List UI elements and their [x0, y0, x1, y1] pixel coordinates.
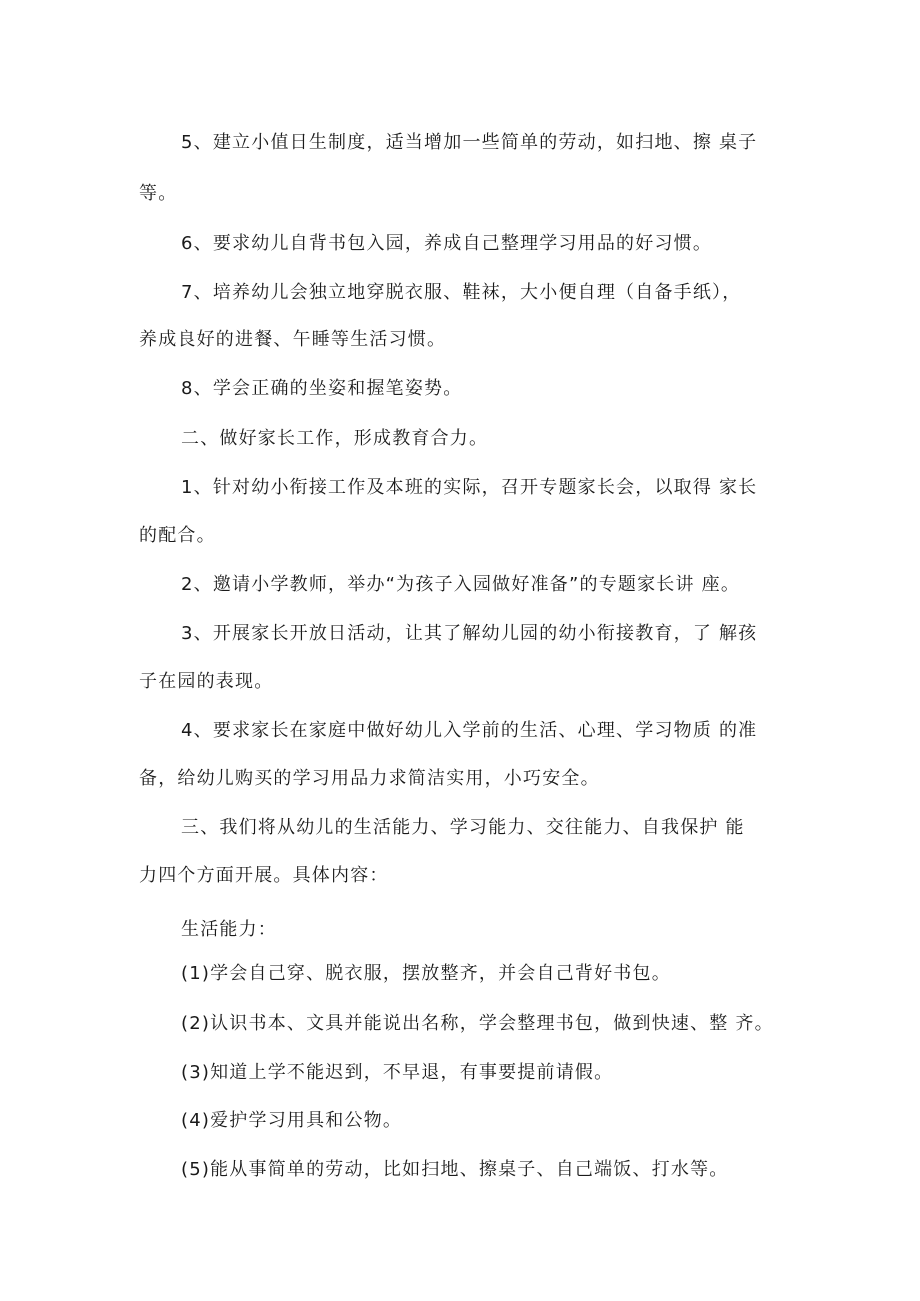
section-heading-three: 三、我们将从幼儿的生活能力、学习能力、交往能力、自我保护 能 — [181, 817, 745, 838]
section-heading-two: 二、做好家长工作，形成教育合力。 — [181, 428, 489, 449]
text-line-parent3: 3、开展家长开放日活动，让其了解幼儿园的幼小衔接教育，了 解孩 — [181, 623, 758, 644]
text-line-item6: 6、要求幼儿自背书包入园，养成自己整理学习用品的好习惯。 — [181, 233, 713, 254]
text-line-item5: 5、建立小值日生制度，适当增加一些简单的劳动，如扫地、擦 桌子 — [181, 132, 758, 153]
text-line-life4: (4)爱护学习用具和公物。 — [181, 1110, 403, 1131]
text-line-parent3-cont: 子在园的表现。 — [139, 671, 274, 692]
text-line-parent4-cont: 备，给幼儿购买的学习用品力求简洁实用，小巧安全。 — [139, 768, 600, 789]
text-line-parent4: 4、要求家长在家庭中做好幼儿入学前的生活、心理、学习物质 的准 — [181, 720, 758, 741]
text-line-life2: (2)认识书本、文具并能说出名称，学会整理书包，做到快速、整 齐。 — [181, 1013, 774, 1034]
subheading-life-ability: 生活能力： — [181, 919, 277, 940]
text-line-life1: (1)学会自己穿、脱衣服，摆放整齐，并会自己背好书包。 — [181, 963, 671, 984]
text-line-life5: (5)能从事简单的劳动，比如扫地、擦桌子、自己端饭、打水等。 — [181, 1159, 729, 1180]
text-line-item7-cont: 养成良好的进餐、午睡等生活习惯。 — [139, 329, 447, 350]
text-line-parent1-cont: 的配合。 — [139, 525, 216, 546]
text-line-item7: 7、培养幼儿会独立地穿脱衣服、鞋袜，大小便自理（自备手纸）， — [181, 282, 742, 303]
text-line-parent2: 2、邀请小学教师，举办“为孩子入园做好准备”的专题家长讲 座。 — [181, 574, 741, 595]
section-heading-three-cont: 力四个方面开展。具体内容： — [139, 865, 389, 886]
text-line-item8: 8、学会正确的坐姿和握笔姿势。 — [181, 378, 463, 399]
text-line-parent1: 1、针对幼小衔接工作及本班的实际，召开专题家长会，以取得 家长 — [181, 477, 758, 498]
text-line-life3: (3)知道上学不能迟到，不早退，有事要提前请假。 — [181, 1062, 614, 1083]
text-line-item5-cont: 等。 — [139, 183, 178, 204]
